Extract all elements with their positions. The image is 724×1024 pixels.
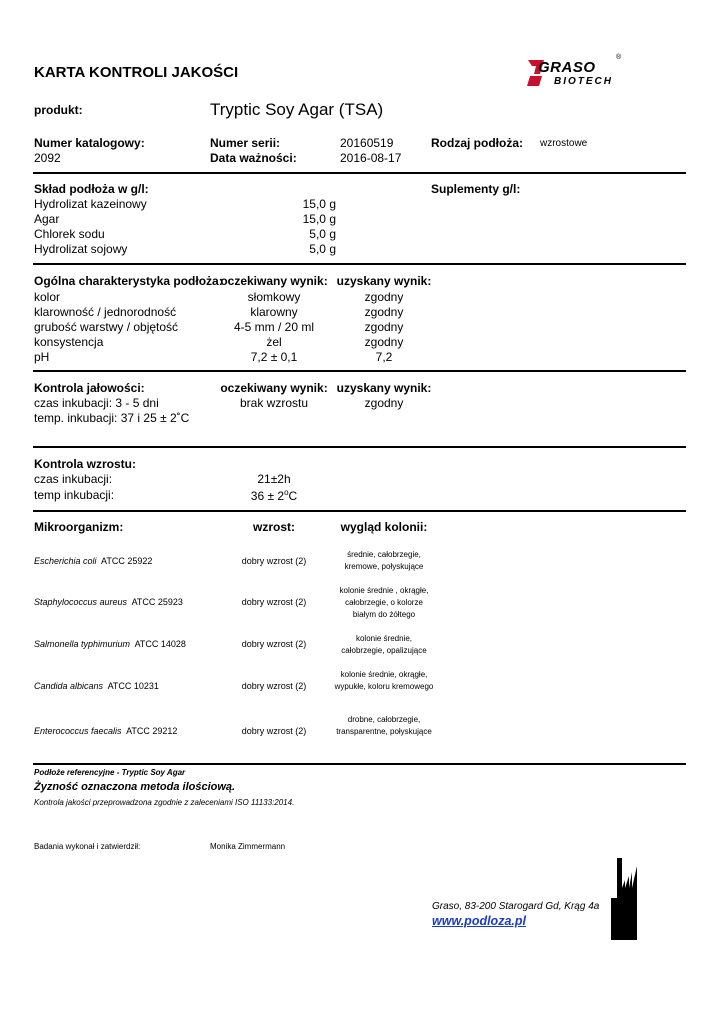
micro-colony: średnie, całobrzegie, kremowe, połyskujące <box>344 550 424 571</box>
micro-colony: kolonie średnie, okrągłe, wypukłe, koloru kremowego <box>334 670 434 691</box>
characteristics-heading: Ogólna charakterystyka podłoża: <box>34 274 223 288</box>
divider <box>33 172 686 174</box>
product-name: Tryptic Soy Agar (TSA) <box>210 100 384 119</box>
composition-heading: Skład podłoża w g/l: <box>34 182 149 196</box>
composition-item-name: Hydrolizat kazeinowy <box>34 197 147 211</box>
iso-note: Kontrola jakości przeprowadzona zgodnie z zaleceniami ISO 11133:2014. <box>34 798 295 807</box>
registered-mark: ® <box>616 54 622 61</box>
page-title: KARTA KONTROLI JAKOŚCI <box>34 64 239 81</box>
characteristic-name: konsystencja <box>34 335 104 349</box>
expiry-value: 2016-08-17 <box>340 151 402 165</box>
reference-note: Podłoże referencyjne - Tryptic Soy Agar <box>34 768 186 777</box>
micro-strain: ATCC 25922 <box>101 556 153 566</box>
micro-growth-heading: wzrost: <box>253 520 295 534</box>
signed-label: Badania wykonał i zatwierdził: <box>34 842 141 851</box>
characteristic-expected: 4-5 mm / 20 ml <box>233 320 314 334</box>
characteristic-name: pH <box>34 350 50 364</box>
micro-strain: ATCC 25923 <box>131 597 183 607</box>
sterility-heading: Kontrola jałowości: <box>34 381 145 395</box>
micro-growth: dobry wzrost (2) <box>241 556 307 566</box>
characteristic-expected: żel <box>266 335 282 349</box>
characteristic-name: grubość warstwy / objętość <box>34 320 179 334</box>
expiry-label: Data ważności: <box>210 151 297 165</box>
composition-item-name: Agar <box>34 212 60 226</box>
growth-temp-value <box>215 488 333 503</box>
characteristic-name: kolor <box>34 290 61 304</box>
sterility-time: czas inkubacji: 3 - 5 dni <box>34 396 159 410</box>
characteristic-obtained: zgodny <box>364 320 404 334</box>
micro-colony-heading: wygląd kolonii: <box>340 520 428 534</box>
characteristic-obtained: zgodny <box>364 305 404 319</box>
sterility-expected-heading: oczekiwany wynik: <box>220 381 328 395</box>
micro-growth: dobry wzrost (2) <box>241 681 307 691</box>
micro-row <box>34 681 159 691</box>
address: Graso, 83-200 Starogard Gd, Krąg 4a <box>432 901 600 912</box>
growth-temp-unit: C <box>288 489 298 503</box>
micro-row <box>34 556 152 566</box>
product-label: produkt: <box>34 103 83 117</box>
characteristic-expected: 7,2 ± 0,1 <box>250 350 298 364</box>
growth-time-value: 21±2h <box>257 472 291 486</box>
micro-strain: ATCC 29212 <box>126 726 178 736</box>
micro-heading: Mikroorganizm: <box>34 520 124 534</box>
growth-temp-degree: o <box>284 488 289 497</box>
serial-value: 20160519 <box>340 136 394 150</box>
medium-type-value: wzrostowe <box>540 138 588 149</box>
growth-temp-number: 36 ± 2 <box>250 489 285 503</box>
characteristic-expected: słomkowy <box>247 290 301 304</box>
micro-row <box>34 726 177 736</box>
graso-logo <box>526 56 626 92</box>
composition-item-name: Hydrolizat sojowy <box>34 242 128 256</box>
factory-silhouette-icon <box>611 858 637 940</box>
micro-growth: dobry wzrost (2) <box>241 597 307 607</box>
composition-item-value: 15,0 g <box>302 197 336 211</box>
micro-species: Salmonella typhimurium <box>34 639 131 649</box>
micro-row <box>34 597 183 607</box>
composition-item-value: 5,0 g <box>309 227 336 241</box>
sterility-obtained-heading: uzyskany wynik: <box>336 381 432 395</box>
characteristic-obtained: zgodny <box>364 335 404 349</box>
characteristic-name: klarowność / jednorodność <box>34 305 177 319</box>
viability-note: Żyzność oznaczona metoda ilościową. <box>34 781 236 793</box>
composition-item-value: 15,0 g <box>302 212 336 226</box>
characteristic-obtained: zgodny <box>364 290 404 304</box>
sterility-temp: temp. inkubacji: 37 i 25 ± 2˚C <box>34 411 190 425</box>
micro-species: Escherichia coli <box>34 556 97 566</box>
characteristic-obtained: 7,2 <box>375 350 393 364</box>
micro-row <box>34 639 186 649</box>
divider <box>33 446 686 448</box>
composition-item-name: Chlorek sodu <box>34 227 105 241</box>
micro-colony: kolonie średnie, całobrzegie, opalizujące <box>341 634 427 655</box>
composition-item-value: 5,0 g <box>309 242 336 256</box>
divider <box>33 263 686 265</box>
logo-sub-text: BIOTECH <box>554 76 613 87</box>
sterility-expected: brak wzrostu <box>239 396 309 410</box>
micro-colony: drobne, całobrzegie, transparentne, połyskujące <box>336 715 432 736</box>
growth-temp-label: temp inkubacji: <box>34 488 115 502</box>
micro-growth: dobry wzrost (2) <box>241 639 307 649</box>
micro-species: Staphylococcus aureus <box>34 597 128 607</box>
catalog-value: 2092 <box>34 151 61 165</box>
signed-name: Monika Zimmermann <box>210 842 286 851</box>
micro-colony: kolonie średnie , okrągłe, całobrzegie, o kolorze białym do żółtego <box>339 586 429 619</box>
divider <box>33 510 686 512</box>
divider <box>33 370 686 372</box>
micro-strain: ATCC 14028 <box>134 639 186 649</box>
micro-species: Candida albicans <box>34 681 104 691</box>
growth-heading: Kontrola wzrostu: <box>34 457 136 471</box>
catalog-label: Numer katalogowy: <box>34 136 145 150</box>
supplements-heading: Suplementy g/l: <box>431 182 521 196</box>
micro-strain: ATCC 10231 <box>107 681 159 691</box>
sterility-obtained: zgodny <box>364 396 404 410</box>
micro-growth: dobry wzrost (2) <box>241 726 307 736</box>
website-link[interactable]: www.podloza.pl <box>432 914 526 928</box>
growth-time-label: czas inkubacji: <box>34 472 113 486</box>
micro-species: Enterococcus faecalis <box>34 726 122 736</box>
medium-type-label: Rodzaj podłoża: <box>431 136 523 150</box>
characteristic-expected: klarowny <box>250 305 298 319</box>
divider <box>33 763 686 765</box>
serial-label: Numer serii: <box>210 136 281 150</box>
obtained-heading: uzyskany wynik: <box>336 274 432 288</box>
expected-heading: oczekiwany wynik: <box>220 274 328 288</box>
logo-main-text: GRASO <box>538 59 596 76</box>
